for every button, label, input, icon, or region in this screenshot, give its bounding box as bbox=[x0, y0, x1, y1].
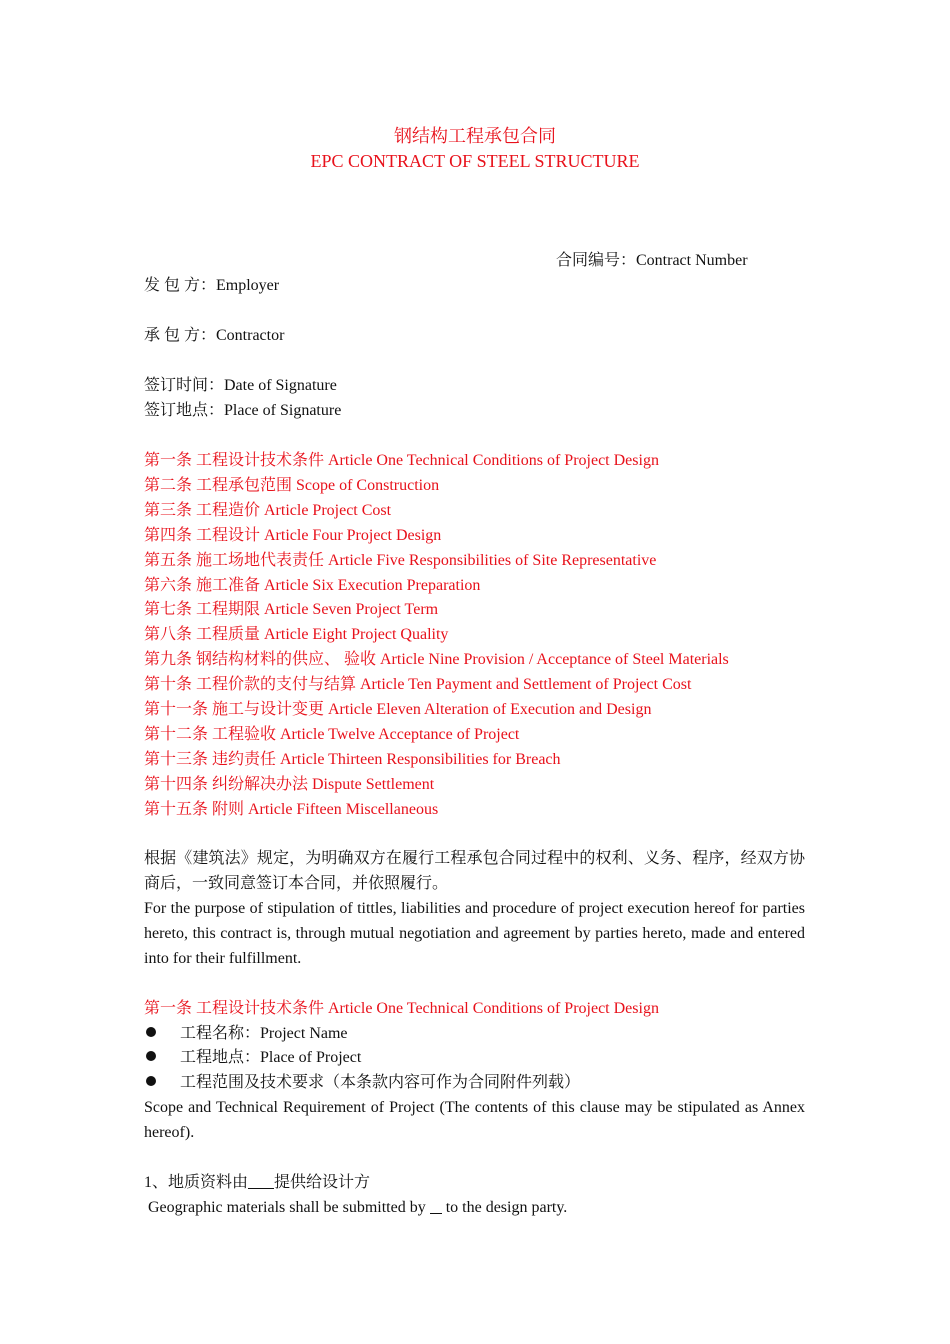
item-1-cn: 1、地质资料由 提供给设计方 bbox=[144, 1174, 371, 1191]
fill-in-blank[interactable] bbox=[248, 1174, 274, 1189]
toc-item: 第九条 钢结构材料的供应、 验收 Article Nine Provision / Acceptance of Steel Materials bbox=[144, 651, 729, 668]
item-1-en: Geographic materials shall be submitted by to the design party. bbox=[148, 1199, 568, 1216]
toc-item: 第十一条 施工与设计变更 Article Eleven Alteration of Execution and Design bbox=[144, 701, 652, 718]
toc-item: 第五条 施工场地代表责任 Article Five Responsibilities of Site Representative bbox=[144, 552, 657, 569]
title-cn: 钢结构工程承包合同 bbox=[394, 126, 556, 146]
article-one-heading: 第一条 工程设计技术条件 Article One Technical Conditions of Project Design bbox=[144, 1000, 659, 1017]
toc-item: 第七条 工程期限 Article Seven Project Term bbox=[144, 601, 439, 618]
title-en: EPC CONTRACT OF STEEL STRUCTURE bbox=[310, 151, 640, 171]
place-line: 签订地点：Place of Signature bbox=[144, 402, 342, 419]
contractor-line: 承 包 方：Contractor bbox=[144, 327, 285, 344]
toc-item: 第十二条 工程验收 Article Twelve Acceptance of Project bbox=[144, 726, 520, 743]
contract-number: 合同编号：Contract Number bbox=[556, 252, 748, 269]
bullet-icon bbox=[146, 1027, 156, 1037]
toc-item: 第十五条 附则 Article Fifteen Miscellaneous bbox=[144, 801, 439, 818]
toc-item: 第二条 工程承包范围 Scope of Construction bbox=[144, 477, 440, 494]
employer-line: 发 包 方：Employer bbox=[144, 277, 280, 294]
toc-item: 第四条 工程设计 Article Four Project Design bbox=[144, 527, 442, 544]
toc-item: 第三条 工程造价 Article Project Cost bbox=[144, 502, 392, 519]
toc-item: 第十三条 违约责任 Article Thirteen Responsibilities for Breach bbox=[144, 751, 561, 768]
date-line: 签订时间：Date of Signature bbox=[144, 377, 337, 394]
toc-item: 第十条 工程价款的支付与结算 Article Ten Payment and Settlement of Project Cost bbox=[144, 676, 692, 693]
preamble-cn: 根据《建筑法》规定，为明确双方在履行工程承包合同过程中的权利、义务、程序，经双方协商后，一致同意签订本合同，并依照履行。 bbox=[144, 850, 805, 892]
bullet-icon bbox=[146, 1076, 156, 1086]
preamble-en: For the purpose of stipulation of tittles, liabilities and procedure of project execution hereof for parties hereto, this contract is, through mutual negotiation and agreement by parties hereto, made and entered into for their fulfillment. bbox=[144, 900, 805, 967]
list-item: 工程范围及技术要求（本条款内容可作为合同附件列载） bbox=[144, 1070, 580, 1095]
list-item: 工程地点：Place of Project bbox=[144, 1045, 361, 1070]
toc-item: 第十四条 纠纷解决办法 Dispute Settlement bbox=[144, 776, 435, 793]
fill-in-blank[interactable] bbox=[430, 1199, 442, 1214]
toc-item: 第一条 工程设计技术条件 Article One Technical Conditions of Project Design bbox=[144, 452, 659, 469]
toc-item: 第八条 工程质量 Article Eight Project Quality bbox=[144, 626, 449, 643]
scope-en: Scope and Technical Requirement of Project (The contents of this clause may be stipulated as Annex hereof). bbox=[144, 1099, 805, 1141]
list-item: 工程名称：Project Name bbox=[144, 1021, 348, 1046]
bullet-icon bbox=[146, 1051, 156, 1061]
toc-item: 第六条 施工准备 Article Six Execution Preparation bbox=[144, 577, 481, 594]
